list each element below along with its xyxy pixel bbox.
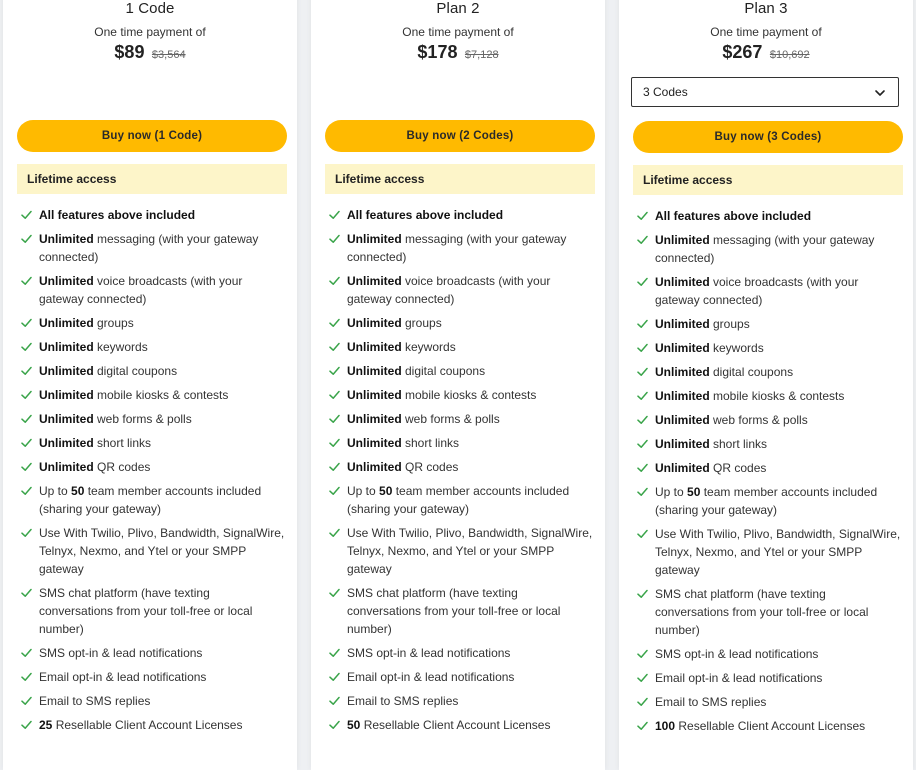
check-icon xyxy=(637,343,648,353)
check-icon xyxy=(637,367,648,377)
check-icon xyxy=(21,234,32,244)
check-icon xyxy=(637,391,648,401)
feature-text: Email to SMS replies xyxy=(347,694,459,708)
feature-text: messaging (with your gateway connected) xyxy=(39,232,262,264)
lifetime-access-label: Lifetime access xyxy=(633,165,903,195)
check-icon xyxy=(637,487,648,497)
feature-item xyxy=(21,410,285,428)
feature-item xyxy=(21,482,285,518)
feature-item xyxy=(329,206,593,224)
check-icon xyxy=(637,697,648,707)
select-value: 3 Codes xyxy=(643,85,688,99)
feature-list xyxy=(21,206,288,740)
feature-prefix: Up to xyxy=(39,484,72,498)
plan-title: Plan 3 xyxy=(744,0,788,17)
feature-highlight: Unlimited xyxy=(39,436,94,450)
feature-item xyxy=(329,584,593,638)
feature-text: QR codes xyxy=(93,460,151,474)
feature-text: short links xyxy=(401,436,460,450)
feature-text: Email opt-in & lead notifications xyxy=(39,670,207,684)
feature-highlight: Unlimited xyxy=(655,461,710,475)
feature-item xyxy=(637,387,901,405)
price-row xyxy=(15,42,285,63)
feature-item xyxy=(637,315,901,333)
feature-text: SMS chat platform (have texting conversations from your toll-free or local number) xyxy=(655,587,872,637)
feature-text: Email opt-in & lead notifications xyxy=(655,671,823,685)
feature-item xyxy=(21,230,285,266)
feature-item xyxy=(21,584,285,638)
check-icon xyxy=(637,439,648,449)
feature-text: groups xyxy=(709,317,750,331)
old-price: $3,564 xyxy=(151,49,186,61)
buy-now-button[interactable]: Buy now (3 Codes) xyxy=(633,121,903,153)
feature-item xyxy=(21,668,285,686)
feature-list xyxy=(329,206,596,740)
feature-highlight: Unlimited xyxy=(39,412,94,426)
feature-text: keywords xyxy=(401,340,456,354)
feature-text: SMS opt-in & lead notifications xyxy=(655,647,819,661)
check-icon xyxy=(329,672,340,682)
feature-item xyxy=(637,645,901,663)
check-icon xyxy=(21,696,32,706)
feature-item xyxy=(637,363,901,381)
feature-item xyxy=(329,644,593,662)
price: $89 xyxy=(114,42,145,62)
check-icon xyxy=(21,366,32,376)
lifetime-access-label: Lifetime access xyxy=(17,164,287,194)
feature-text: QR codes xyxy=(709,461,767,475)
feature-highlight: Unlimited xyxy=(39,388,94,402)
feature-item xyxy=(329,668,593,686)
feature-prefix: Up to xyxy=(347,484,380,498)
feature-item xyxy=(329,272,593,308)
feature-highlight: Unlimited xyxy=(347,388,402,402)
feature-highlight: Unlimited xyxy=(655,389,710,403)
feature-highlight: Unlimited xyxy=(39,316,94,330)
check-icon xyxy=(329,588,340,598)
buy-now-button[interactable]: Buy now (2 Codes) xyxy=(325,120,595,152)
feature-item xyxy=(329,692,593,710)
feature-highlight: Unlimited xyxy=(39,460,94,474)
feature-item xyxy=(21,716,285,734)
check-icon xyxy=(329,648,340,658)
check-icon xyxy=(329,414,340,424)
feature-item xyxy=(21,458,285,476)
feature-item xyxy=(637,717,901,735)
feature-item xyxy=(329,362,593,380)
feature-item xyxy=(21,338,285,356)
check-icon xyxy=(637,673,648,683)
feature-item xyxy=(21,386,285,404)
old-price: $10,692 xyxy=(769,49,810,61)
check-icon xyxy=(21,486,32,496)
feature-item xyxy=(21,692,285,710)
feature-text: digital coupons xyxy=(93,364,178,378)
feature-item xyxy=(329,458,593,476)
check-icon xyxy=(329,276,340,286)
check-icon xyxy=(329,210,340,220)
check-icon xyxy=(637,277,648,287)
feature-text: voice broadcasts (with your gateway connected) xyxy=(39,274,246,306)
feature-highlight: Unlimited xyxy=(655,233,710,247)
feature-highlight: Unlimited xyxy=(347,364,402,378)
plan-title: 1 Code xyxy=(125,0,175,17)
check-icon xyxy=(21,210,32,220)
feature-text: groups xyxy=(401,316,442,330)
feature-item xyxy=(21,524,288,578)
feature-item xyxy=(637,525,904,579)
feature-highlight: Unlimited xyxy=(655,275,710,289)
feature-item xyxy=(329,338,593,356)
check-icon xyxy=(329,486,340,496)
check-icon xyxy=(329,528,340,538)
feature-item xyxy=(329,524,596,578)
check-icon xyxy=(637,211,648,221)
feature-item xyxy=(637,459,901,477)
feature-highlight: Unlimited xyxy=(347,274,402,288)
check-icon xyxy=(329,234,340,244)
code-quantity-select[interactable] xyxy=(631,77,899,107)
check-icon xyxy=(637,319,648,329)
feature-text: keywords xyxy=(709,341,764,355)
feature-text: Resellable Client Account Licenses xyxy=(52,718,243,732)
feature-text: mobile kiosks & contests xyxy=(401,388,537,402)
feature-highlight: Unlimited xyxy=(39,340,94,354)
feature-highlight: 25 xyxy=(39,718,53,732)
check-icon xyxy=(21,414,32,424)
check-icon xyxy=(637,463,648,473)
feature-highlight: 100 xyxy=(655,719,676,733)
feature-text: SMS chat platform (have texting conversations from your toll-free or local number) xyxy=(347,586,564,636)
buy-now-button[interactable]: Buy now (1 Code) xyxy=(17,120,287,152)
check-icon xyxy=(21,672,32,682)
check-icon xyxy=(637,721,648,731)
feature-text: team member accounts included (sharing your gateway) xyxy=(39,484,265,516)
feature-text: SMS opt-in & lead notifications xyxy=(347,646,511,660)
feature-highlight: Unlimited xyxy=(39,274,94,288)
feature-item xyxy=(329,314,593,332)
feature-item xyxy=(21,314,285,332)
feature-text: short links xyxy=(709,437,768,451)
feature-text: team member accounts included (sharing your gateway) xyxy=(655,485,881,517)
feature-highlight: Unlimited xyxy=(347,412,402,426)
feature-item xyxy=(637,435,901,453)
feature-item xyxy=(329,482,593,518)
check-icon xyxy=(21,318,32,328)
price-row xyxy=(631,42,901,63)
feature-highlight: 50 xyxy=(347,718,361,732)
check-icon xyxy=(329,390,340,400)
feature-text: Use With Twilio, Plivo, Bandwidth, SignalWire, Telnyx, Nexmo, and Ytel or your SMPP gateway xyxy=(39,526,288,576)
check-icon xyxy=(637,415,648,425)
feature-list xyxy=(637,207,904,741)
feature-text: Email to SMS replies xyxy=(39,694,151,708)
feature-text: SMS chat platform (have texting conversations from your toll-free or local number) xyxy=(39,586,256,636)
feature-text: SMS opt-in & lead notifications xyxy=(39,646,203,660)
check-icon xyxy=(21,276,32,286)
feature-item xyxy=(637,231,901,267)
check-icon xyxy=(329,438,340,448)
feature-text: Resellable Client Account Licenses xyxy=(675,719,866,733)
feature-highlight: Unlimited xyxy=(655,365,710,379)
feature-highlight: Unlimited xyxy=(347,340,402,354)
feature-highlight: 50 xyxy=(71,484,85,498)
feature-item xyxy=(637,483,901,519)
feature-highlight: All features above included xyxy=(347,208,504,222)
feature-highlight: All features above included xyxy=(39,208,196,222)
price: $178 xyxy=(417,42,458,62)
check-icon xyxy=(329,342,340,352)
check-icon xyxy=(637,235,648,245)
pricing-card-2 xyxy=(311,0,605,770)
feature-text: web forms & polls xyxy=(93,412,192,426)
feature-item xyxy=(21,644,285,662)
check-icon xyxy=(21,438,32,448)
feature-highlight: 50 xyxy=(379,484,393,498)
pricing-card-3 xyxy=(619,0,913,770)
feature-text: messaging (with your gateway connected) xyxy=(347,232,570,264)
feature-highlight: Unlimited xyxy=(655,413,710,427)
feature-item xyxy=(637,669,901,687)
feature-highlight: Unlimited xyxy=(347,436,402,450)
feature-text: Email opt-in & lead notifications xyxy=(347,670,515,684)
check-icon xyxy=(21,342,32,352)
feature-item xyxy=(637,339,901,357)
feature-item xyxy=(21,206,285,224)
feature-highlight: Unlimited xyxy=(347,316,402,330)
feature-text: QR codes xyxy=(401,460,459,474)
feature-text: mobile kiosks & contests xyxy=(709,389,845,403)
feature-highlight: Unlimited xyxy=(655,341,710,355)
feature-text: messaging (with your gateway connected) xyxy=(655,233,878,265)
feature-text: web forms & polls xyxy=(401,412,500,426)
check-icon xyxy=(21,462,32,472)
check-icon xyxy=(637,649,648,659)
feature-text: Resellable Client Account Licenses xyxy=(360,718,551,732)
check-icon xyxy=(329,318,340,328)
check-icon xyxy=(21,720,32,730)
chevron-down-icon xyxy=(874,87,886,99)
feature-highlight: Unlimited xyxy=(39,232,94,246)
feature-text: team member accounts included (sharing your gateway) xyxy=(347,484,573,516)
payment-note: One time payment of xyxy=(710,25,822,39)
feature-item xyxy=(329,434,593,452)
feature-highlight: Unlimited xyxy=(347,232,402,246)
feature-text: web forms & polls xyxy=(709,413,808,427)
feature-text: voice broadcasts (with your gateway connected) xyxy=(347,274,554,306)
feature-highlight: Unlimited xyxy=(655,437,710,451)
payment-note: One time payment of xyxy=(402,25,514,39)
feature-text: voice broadcasts (with your gateway connected) xyxy=(655,275,862,307)
payment-note: One time payment of xyxy=(94,25,206,39)
feature-text: Use With Twilio, Plivo, Bandwidth, SignalWire, Telnyx, Nexmo, and Ytel or your SMPP gateway xyxy=(347,526,596,576)
feature-item xyxy=(637,411,901,429)
feature-item xyxy=(21,362,285,380)
check-icon xyxy=(21,528,32,538)
feature-text: short links xyxy=(93,436,152,450)
check-icon xyxy=(637,589,648,599)
old-price: $7,128 xyxy=(464,49,499,61)
feature-item xyxy=(637,585,901,639)
check-icon xyxy=(21,648,32,658)
check-icon xyxy=(637,529,648,539)
feature-text: digital coupons xyxy=(709,365,794,379)
feature-highlight: Unlimited xyxy=(655,317,710,331)
check-icon xyxy=(329,462,340,472)
feature-item xyxy=(637,693,901,711)
check-icon xyxy=(21,588,32,598)
feature-highlight: All features above included xyxy=(655,209,812,223)
feature-text: digital coupons xyxy=(401,364,486,378)
feature-highlight: 50 xyxy=(687,485,701,499)
feature-highlight: Unlimited xyxy=(347,460,402,474)
feature-text: keywords xyxy=(93,340,148,354)
feature-item xyxy=(329,230,593,266)
feature-item xyxy=(637,273,901,309)
feature-item xyxy=(21,434,285,452)
price: $267 xyxy=(722,42,763,62)
feature-item xyxy=(21,272,285,308)
feature-text: Email to SMS replies xyxy=(655,695,767,709)
feature-highlight: Unlimited xyxy=(39,364,94,378)
feature-text: Use With Twilio, Plivo, Bandwidth, SignalWire, Telnyx, Nexmo, and Ytel or your SMPP gateway xyxy=(655,527,904,577)
feature-item xyxy=(329,410,593,428)
feature-item xyxy=(637,207,901,225)
check-icon xyxy=(329,366,340,376)
check-icon xyxy=(329,720,340,730)
price-row xyxy=(323,42,593,63)
plan-title: Plan 2 xyxy=(436,0,480,17)
check-icon xyxy=(21,390,32,400)
lifetime-access-label: Lifetime access xyxy=(325,164,595,194)
feature-item xyxy=(329,386,593,404)
pricing-card-1 xyxy=(3,0,297,770)
feature-prefix: Up to xyxy=(655,485,688,499)
feature-text: mobile kiosks & contests xyxy=(93,388,229,402)
feature-item xyxy=(329,716,593,734)
feature-text: groups xyxy=(93,316,134,330)
check-icon xyxy=(329,696,340,706)
